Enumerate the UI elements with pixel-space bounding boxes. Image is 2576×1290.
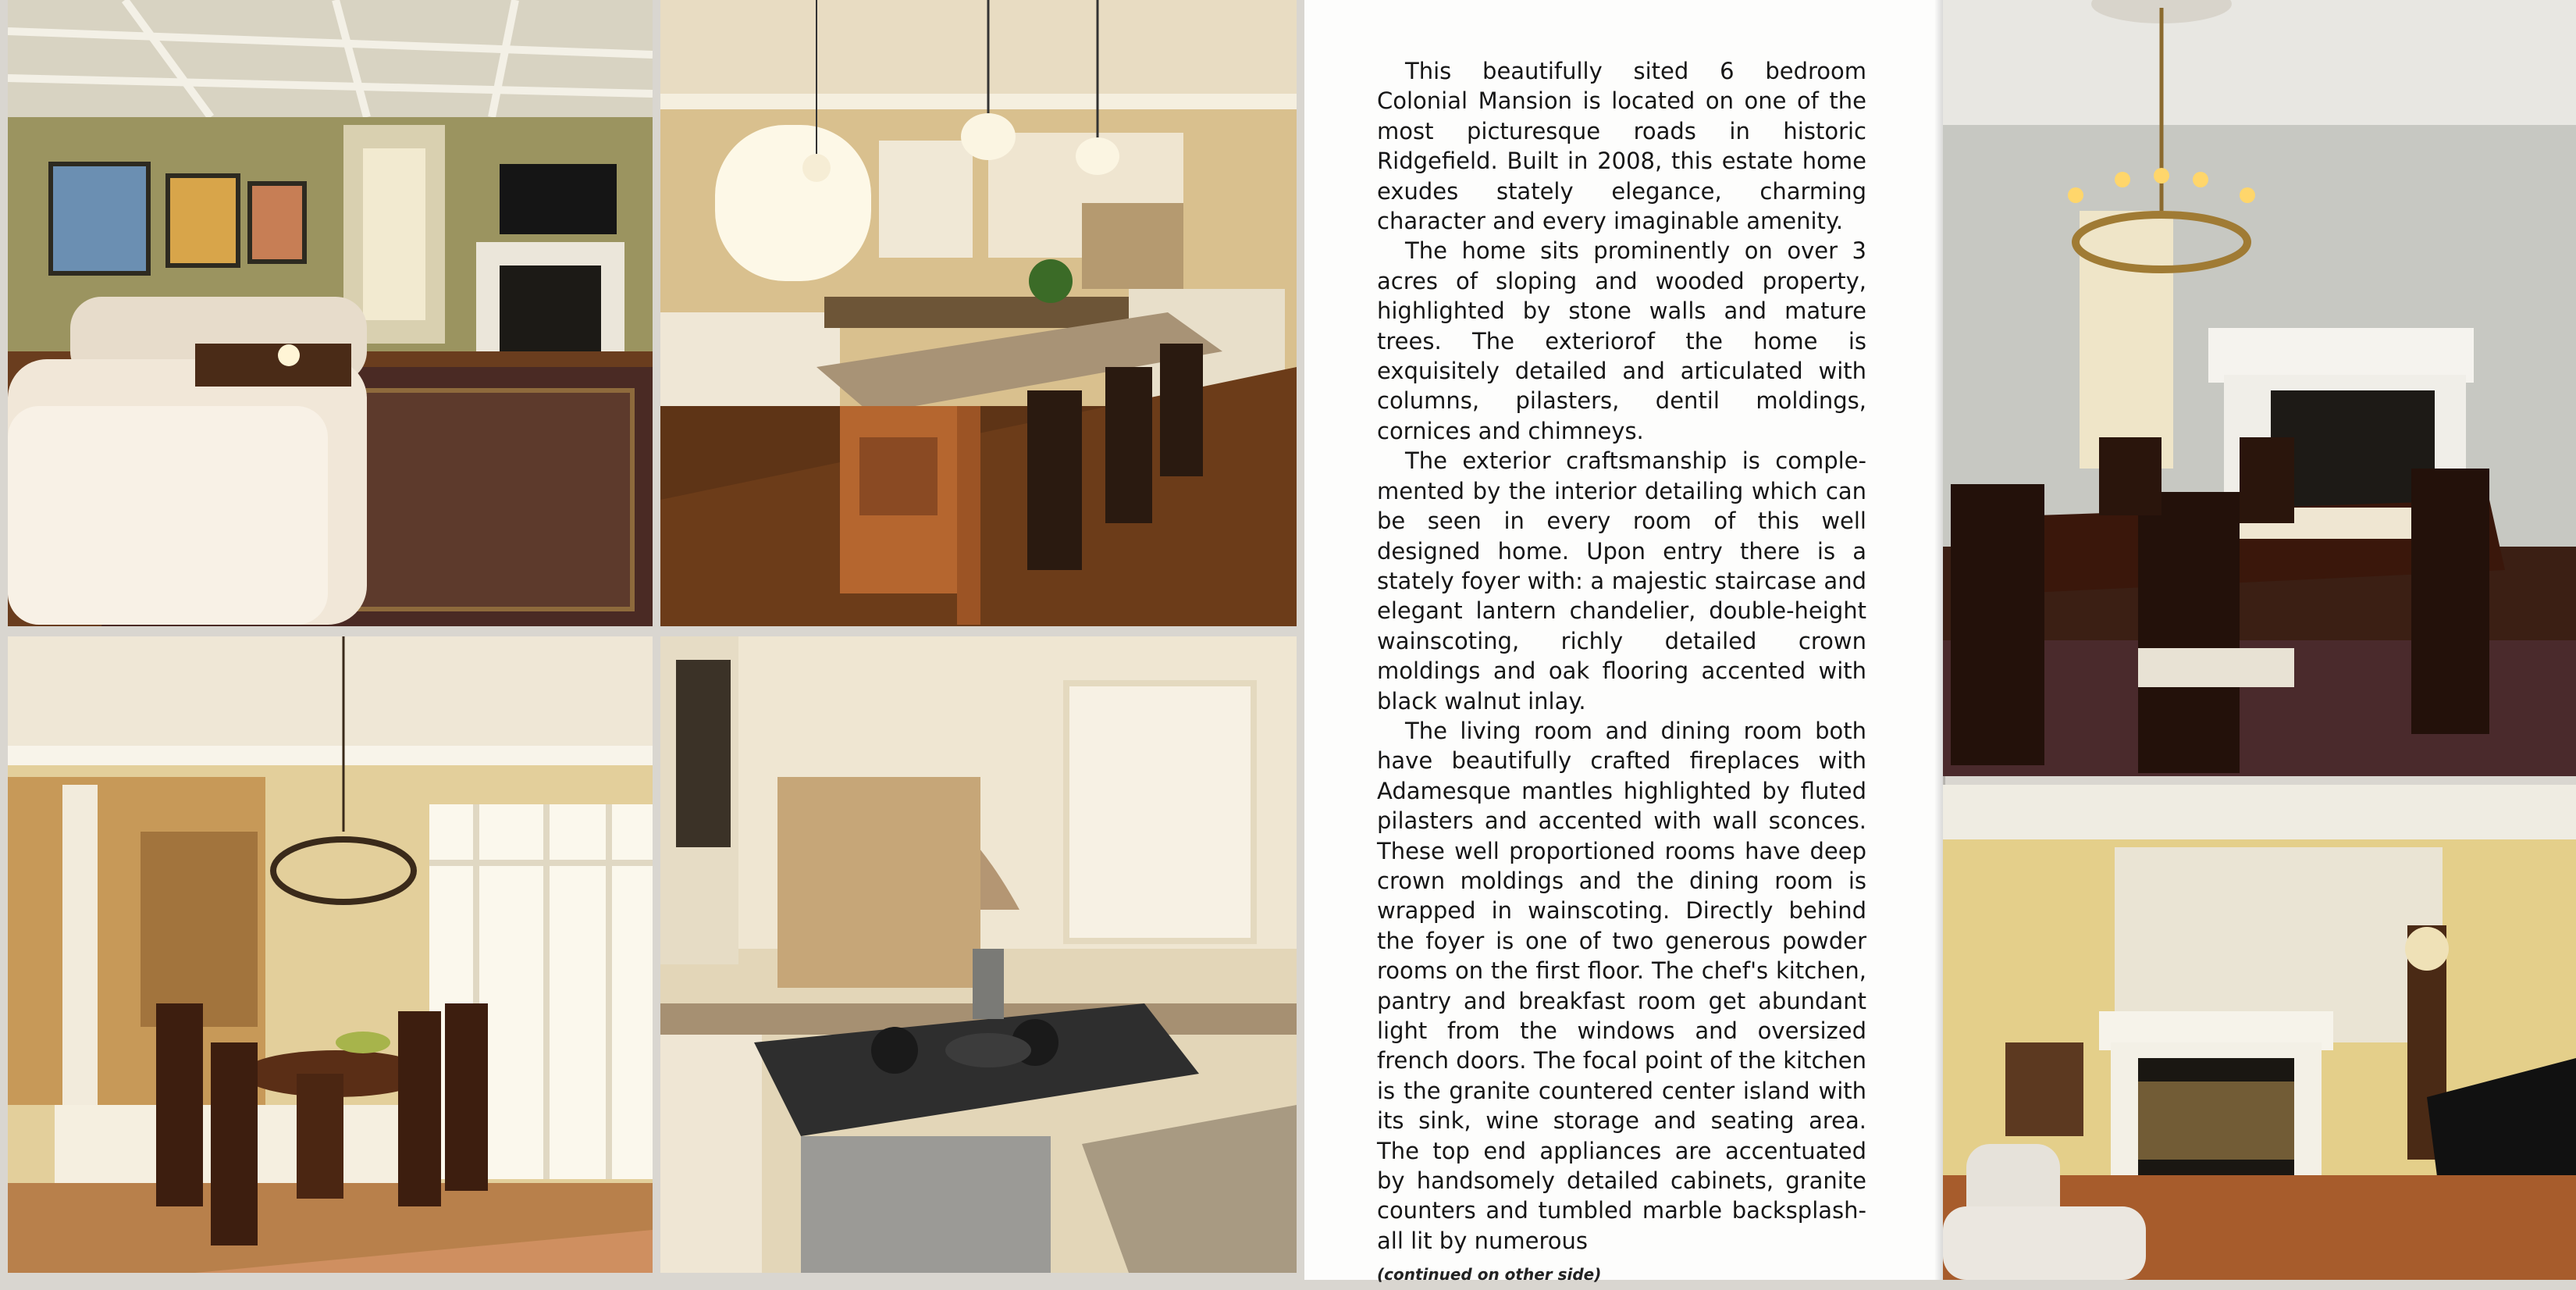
paragraph-intro: This beautifully sited 6 bedroom Colonial Mansion is located on one of the most picturesque roads in historic Ridgefield. Built in 2008, this estate home exudes stately elegance, charming character and every imaginable amenity. — [1377, 58, 1866, 235]
breakfast-room-photo — [8, 636, 653, 1273]
body-text — [1377, 56, 1866, 1290]
continued-note: (continued on other side) — [1377, 1265, 1602, 1285]
paragraph-property: The home sits prominently on over 3 acres of sloping and wooded property, highlighted by stone walls and mature trees. The exteriorof the home is exquisitely detailed and articulated with columns, pilasters, dentil moldings, cornices and chimneys. — [1377, 237, 1866, 444]
text-panel — [1304, 0, 1943, 1285]
living-room-fireplace-photo — [1943, 785, 2576, 1280]
dining-room-photo — [1943, 0, 2576, 776]
kitchen-island-photo — [660, 0, 1297, 626]
living-room-photo — [8, 0, 653, 626]
kitchen-range-photo — [660, 636, 1297, 1273]
paragraph-interior: The exterior craftsmanship is complemented by the interior detailing which can be seen in every room of this well designed home. Upon entry there is a stately foyer with: a majestic staircase and elegant lantern chandelier, double-height wainscoting, richly detailed crown moldings and oak flooring accented with black walnut inlay. — [1377, 447, 1866, 714]
paragraph-rooms: The living room and dining room both have beautifully crafted fireplaces with Adamesque mantles highlighted by fluted pilasters and accented with wall sconces. These well proportioned rooms have deep crown moldings and the dining room is wrapped in wainscoting. Directly behind the foyer is one of two generous powder rooms on the first floor. The chef's kitchen, pantry and breakfast room get abundant light from the windows and oversized french doors. The focal point of the kitchen is the granite countered center island with its sink, wine storage and seating area. The top end appliances are accentuated by handsomely detailed cabinets, granite counters and tumbled marble backsplash-all lit by numerous — [1377, 717, 1866, 1254]
